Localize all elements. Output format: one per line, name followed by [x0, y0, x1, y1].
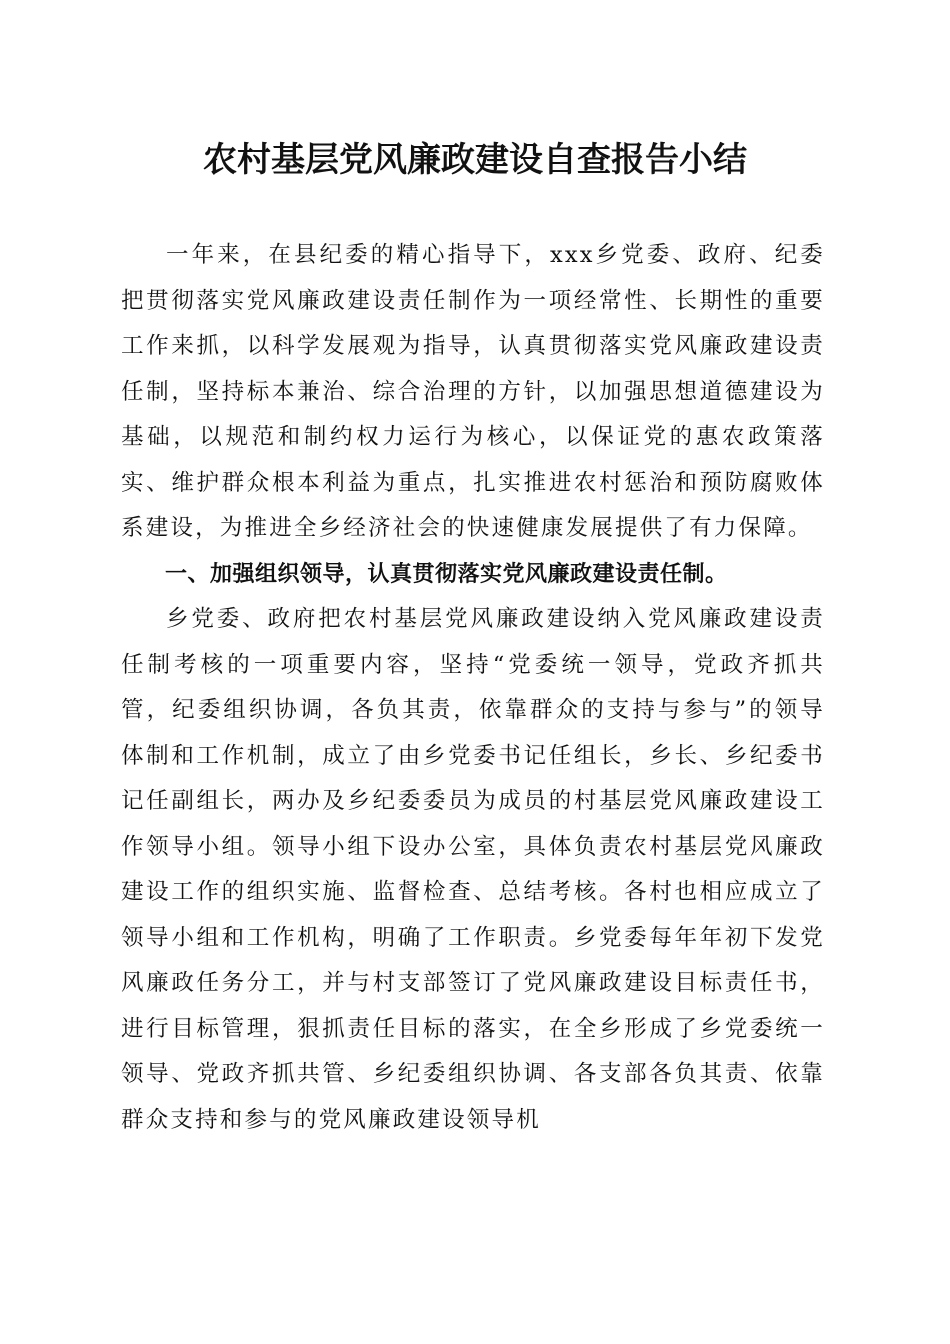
section-paragraph: 乡党委、政府把农村基层党风廉政建设纳入党风廉政建设责任制考核的一项重要内容，坚持“党委统一领导，党政齐抓共管，纪委组织协调，各负其责，依靠群众的支持与参与”的领导体制和工作机制，成立了由乡党委书记任组长，乡长、乡纪委书记任副组长，两办及乡纪委委员为成员的村基层党风廉政建设工作领导小组。领导小组下设办公室，具体负责农村基层党风廉政建设工作的组织实施、监督检查、总结考核。各村也相应成立了领导小组和工作机构，明确了工作职责。乡党委每年年初下发党风廉政任务分工，并与村支部签订了党风廉政建设目标责任书，进行目标管理，狠抓责任目标的落实，在全乡形成了乡党委统一领导、党政齐抓共管、乡纪委组织协调、各支部各负其责、依靠群众支持和参与的党风廉政建设领导机 [121, 606, 825, 1133]
intro-paragraph: 一年来，在县纪委的精心指导下，xxx乡党委、政府、纪委把贯彻落实党风廉政建设责任制作为一项经常性、长期性的重要工作来抓，以科学发展观为指导，认真贯彻落实党风廉政建设责任制，坚持标本兼治、综合治理的方针，以加强思想道德建设为基础，以规范和制约权力运行为核心，以保证党的惠农政策落实、维护群众根本利益为重点，扎实推进农村惩治和预防腐败体系建设，为推进全乡经济社会的快速健康发展提供了有力保障。 [121, 242, 825, 541]
section-heading: 一、加强组织领导，认真贯彻落实党风廉政建设责任制。 [165, 561, 728, 587]
document-body [121, 233, 825, 1143]
document-title: 农村基层党风廉政建设自查报告小结 [203, 140, 747, 180]
